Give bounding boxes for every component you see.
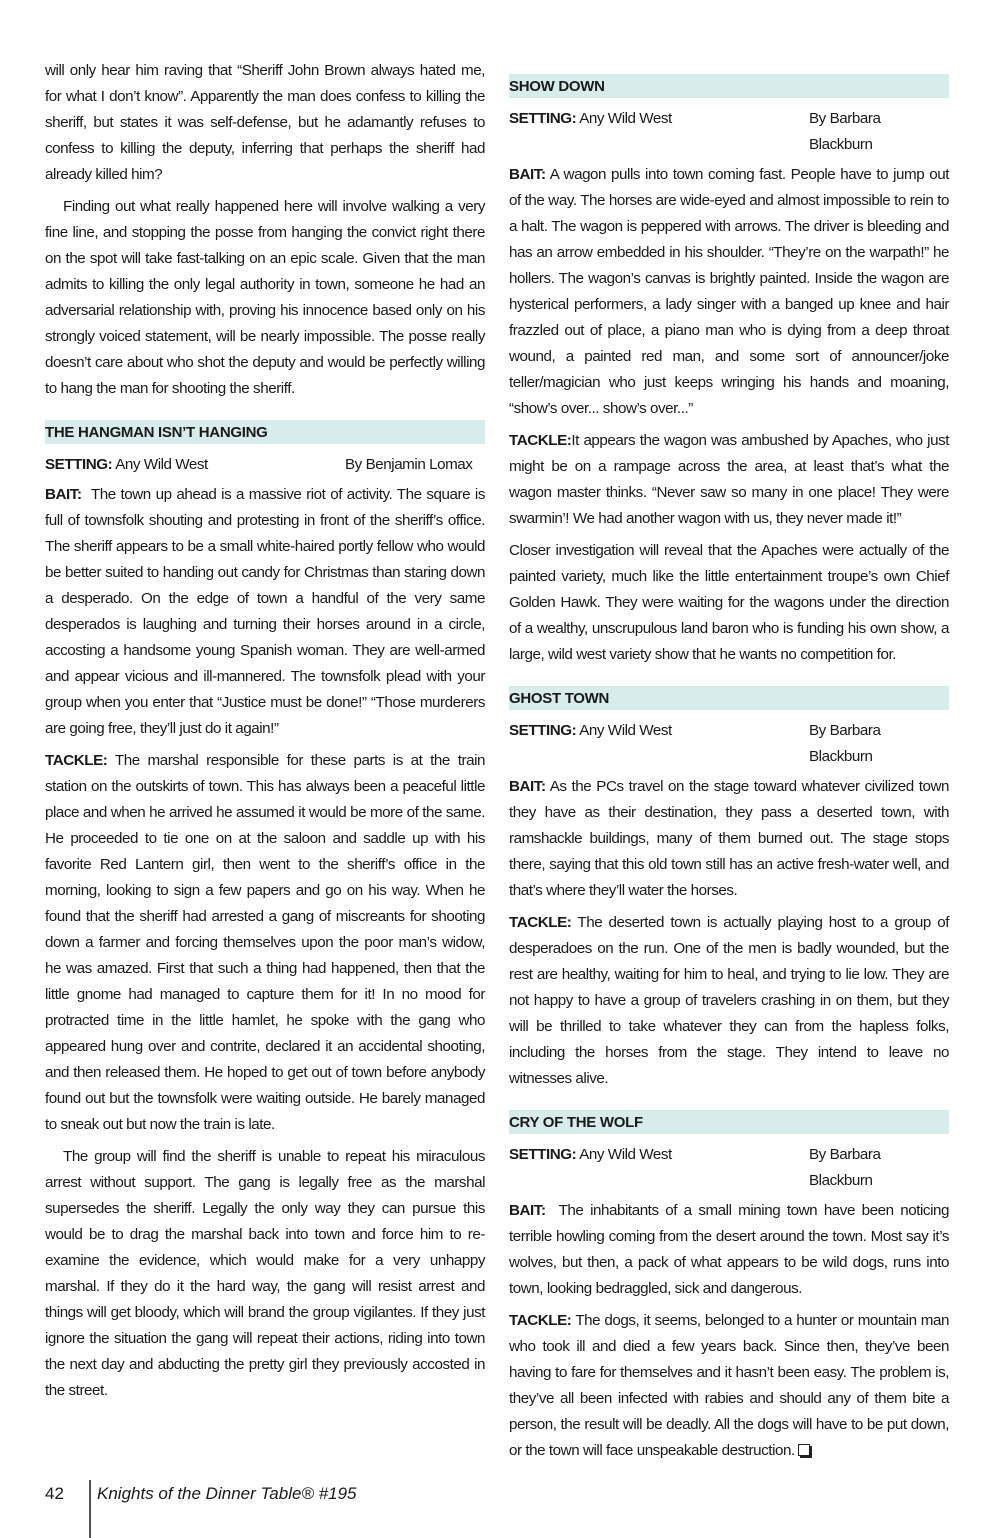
bait-text: A wagon pulls into town coming fast. People have to jump out of the way. The horses are wide-eyed and almost impossible to rein to a halt. The wagon is peppered with arrows. The driver is bleeding and has an arrow embedded in his shoulder. “They’re on the warpath!” he hollers. The wagon’s canvas is brightly painted. Inside the wagon are hysterical performers, a lady singer with a banged up knee and hair frazzled out of place, a piano man who is dying from a deep throat wound, a painted red man, and some sort of announcer/joke teller/magician who just keeps wringing his hands and moaning, “show’s over... show’s over...”: [509, 166, 949, 417]
tackle-text: The dogs, it seems, belonged to a hunter or mountain man who took ill and died a few years back. Since then, they’ve been having to fare for themselves and it hasn’t been easy. The problem is, they’ve all been infected with rabies and should any of them bite a person, the result will be deadly. All the dogs will have to be put down, or the town will face unspeakable destruction.: [509, 1312, 949, 1459]
extra-paragraph: Closer investigation will reveal that the Apaches were actually of the painted variety, much like the little entertainment troupe’s own Chief Golden Hawk. They were waiting for the wagons under the direction of a wealthy, unscrupulous land baron who is funding his own show, a large, wild west variety show that he wants no competition for.: [509, 542, 949, 663]
tackle-text: It appears the wagon was ambushed by Apaches, who just might be on a rampage across the area, at least that’s what the wagon master thinks. “Never saw so many in one place! They were swarmin’! We had another wagon with us, they never made it!”: [509, 432, 949, 527]
tackle-text: The marshal responsible for these parts is at the train station on the outskirts of town. This has always been a peaceful little place and when he arrived he assumed it would be more of the same. He proceeded to tie one on at the saloon and saddle up with his favorite Red Lantern girl, then went to the sheriff’s office in the morning, looking to sign a few papers and go on his way. When he found that the sheriff had arrested a gang of miscreants for shooting down a farmer and forcing themselves upon the poor man’s widow, he was amazed. First that such a thing had happened, then that the little gnome had managed to capture them for it! In no mood for protracted time in the little hamlet, he spoke with the gang who appeared hung over and contrite, declared it an accidental shooting, and then released them. He hoped to get out of town before anybody found out but the townsfolk were waiting outside. He barely managed to sneak out but now the train is late.: [45, 752, 485, 1133]
section-title: THE HANGMAN ISN’T HANGING: [45, 420, 485, 444]
author: By Barbara Blackburn: [809, 722, 881, 765]
right-column: [509, 74, 949, 1470]
tackle-paragraph: [509, 428, 949, 532]
page-number: 42: [45, 1484, 64, 1503]
intro-paragraph: Finding out what really happened here will involve walking a very fine line, and stopping the posse from hanging the convict right there on the spot will take fast-talking on an epic scale. Given that the man admits to killing the only legal authority in town, someone he had an adversarial relationship with, proving his innocence based only on his strongly voiced statement, will be nearly impossible. The posse really doesn’t care about who shot the deputy and would be perfectly willing to hang the man for shooting the sheriff.: [45, 198, 485, 397]
tackle-paragraph: [45, 748, 485, 1138]
section-title: SHOW DOWN: [509, 74, 949, 98]
bait-paragraph: [509, 774, 949, 904]
setting-label: SETTING:: [509, 110, 577, 127]
setting-value: Any Wild West: [115, 456, 208, 473]
setting-line: [45, 452, 485, 478]
tackle-text: The deserted town is actually playing host to a group of desperadoes on the run. One of the men is badly wounded, but the rest are healthy, waiting for him to heal, and trying to lie low. They are not happy to have a group of travelers crashing in on them, but they will be thrilled to take whatever they can from the hapless folks, including the horses from the stage. They intend to leave no witnesses alive.: [509, 914, 949, 1087]
tackle-paragraph: [509, 1308, 949, 1464]
publication-title: Knights of the Dinner Table® #195: [97, 1484, 357, 1503]
setting-line: [509, 718, 949, 770]
bait-label: BAIT:: [509, 1202, 546, 1219]
bait-paragraph: [45, 482, 485, 742]
footer-divider: [89, 1480, 91, 1538]
setting-value: Any Wild West: [579, 110, 672, 127]
setting-value: Any Wild West: [579, 1146, 672, 1163]
intro-paragraph: will only hear him raving that “Sheriff John Brown always hated me, for what I don’t know”. Apparently the man does confess to killing the sheriff, but states it was self-defense, but he adamantly refuses to confess to killing the deputy, inferring that perhaps the sheriff had already killed him?: [45, 62, 485, 183]
tackle-label: TACKLE:: [509, 1312, 572, 1329]
page-footer: [45, 1480, 445, 1538]
bait-label: BAIT:: [509, 778, 546, 795]
section-title: CRY OF THE WOLF: [509, 1110, 949, 1134]
bait-label: BAIT:: [509, 166, 546, 183]
setting-label: SETTING:: [45, 456, 113, 473]
left-column: [45, 58, 485, 1410]
end-mark-icon: [798, 1444, 810, 1456]
tackle-label: TACKLE:: [509, 432, 572, 449]
section-title: GHOST TOWN: [509, 686, 949, 710]
setting-line: [509, 106, 949, 158]
bait-text: As the PCs travel on the stage toward whatever civilized town they have as their destination, they pass a deserted town, with ramshackle buildings, many of them burned out. The stage stops there, saying that this old town still has an active fresh-water well, and that’s where they’ll water the horses.: [509, 778, 949, 899]
extra-paragraph: The group will find the sheriff is unable to repeat his miraculous arrest without support. The gang is legally free as the marshal supersedes the sheriff. Legally the only way they can pursue this would be to drag the marshal back into town and force him to re-examine the evidence, which would make for a very unhappy marshal. If they do it the hard way, the gang will resist arrest and things will get bloody, which will brand the group vigilantes. If they just ignore the situation the gang will repeat their actions, riding into town the next day and abducting the pretty girl they previously accosted in the street.: [45, 1148, 485, 1399]
bait-paragraph: [509, 162, 949, 422]
bait-text: The town up ahead is a massive riot of activity. The square is full of townsfolk shouting and protesting in front of the sheriff’s office. The sheriff appears to be a small white-haired portly fellow who would be better suited to handing out candy for Christmas than staring down a desperado. On the edge of town a handful of the very same desperados is laughing and turning their horses around in a circle, accosting a handsome young Spanish woman. They are well-armed and appear vicious and ill-mannered. The townsfolk plead with your group when you enter that “Justice must be done!” “Those murderers are going free, they’ll just do it again!”: [45, 486, 485, 737]
setting-value: Any Wild West: [579, 722, 672, 739]
tackle-paragraph: [509, 910, 949, 1092]
setting-label: SETTING:: [509, 1146, 577, 1163]
author: By Benjamin Lomax: [345, 456, 473, 473]
tackle-label: TACKLE:: [509, 914, 572, 931]
bait-text: The inhabitants of a small mining town have been noticing terrible howling coming from the desert around the town. Most say it’s wolves, but then, a pack of what appears to be wild dogs, runs into town, looking bedraggled, sick and dangerous.: [509, 1202, 949, 1297]
bait-paragraph: [509, 1198, 949, 1302]
bait-label: BAIT:: [45, 486, 82, 503]
setting-line: [509, 1142, 949, 1194]
tackle-label: TACKLE:: [45, 752, 108, 769]
setting-label: SETTING:: [509, 722, 577, 739]
author: By Barbara Blackburn: [809, 1146, 881, 1189]
author: By Barbara Blackburn: [809, 110, 881, 153]
